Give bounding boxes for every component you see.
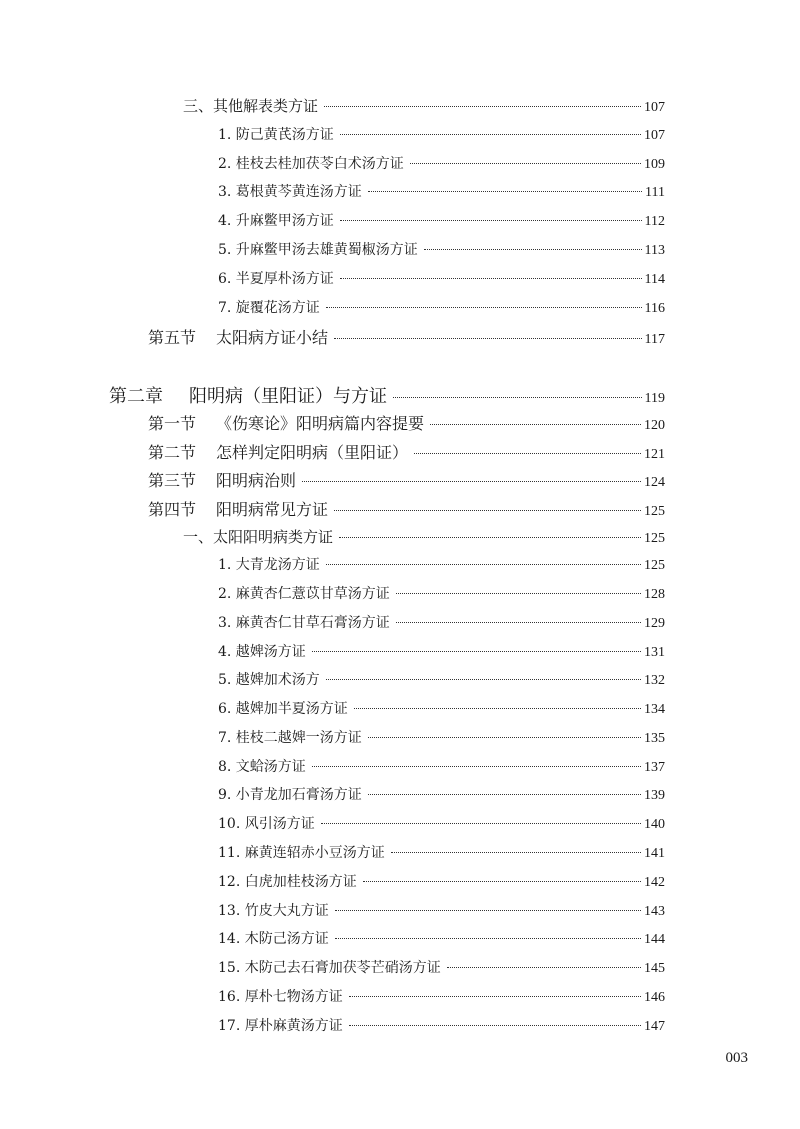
dot-leader: [335, 938, 641, 939]
toc-entry-number: 第一节: [148, 414, 197, 433]
dot-leader: [368, 794, 641, 795]
toc-entry-label: 5. 升麻鳖甲汤去雄黄蜀椒汤方证: [218, 242, 418, 258]
dot-leader: [326, 307, 642, 308]
toc-entry-page: 140: [644, 817, 665, 832]
toc-entry-title: 怎样判定阳明病（里阳证）: [216, 443, 409, 462]
dot-leader: [312, 766, 641, 767]
toc-entry-item: [218, 727, 665, 747]
toc-entry-page: 137: [644, 760, 665, 775]
toc-entry-page: 107: [644, 128, 665, 143]
dot-leader: [334, 510, 641, 511]
toc-entry-page: 146: [644, 990, 665, 1005]
toc-entry-item: [218, 583, 665, 603]
toc-entry-page: 119: [644, 391, 665, 406]
toc-entry-label: 3. 葛根黄芩黄连汤方证: [218, 184, 362, 200]
toc-entry-label: 3. 麻黄杏仁甘草石膏汤方证: [218, 615, 390, 631]
dot-leader: [321, 823, 641, 824]
toc-entry-chapter: [109, 382, 665, 408]
toc-entry-label: 1. 防己黄芪汤方证: [218, 127, 334, 143]
toc-entry-page: 111: [645, 185, 665, 200]
toc-entry-section: [148, 440, 665, 463]
dot-leader: [368, 191, 642, 192]
toc-entry-label: [109, 382, 387, 408]
toc-entry-page: 114: [644, 272, 665, 287]
toc-entry-title: 阳明病常见方证: [216, 500, 329, 519]
toc-entry-sub: [183, 526, 665, 547]
toc-entry-item: [218, 842, 665, 862]
dot-leader: [410, 163, 641, 164]
toc-entry-label: 10. 风引汤方证: [218, 816, 315, 832]
toc-entry-item: [218, 641, 665, 661]
toc-entry-label: 2. 桂枝去桂加茯苓白术汤方证: [218, 156, 404, 172]
toc-entry-page: 117: [644, 332, 665, 347]
toc-entry-page: 125: [644, 531, 665, 546]
dot-leader: [368, 737, 641, 738]
toc-entry-page: 141: [644, 846, 665, 861]
toc-entry-page: 113: [644, 243, 665, 258]
toc-entry-page: 121: [644, 447, 665, 462]
dot-leader: [340, 134, 641, 135]
toc-entry-label: [148, 497, 328, 520]
toc-entry-label: 7. 旋覆花汤方证: [218, 300, 320, 316]
toc-entry-page: 107: [644, 100, 665, 115]
dot-leader: [354, 708, 641, 709]
toc-entry-item: [218, 871, 665, 891]
toc-entry-item: [218, 181, 665, 201]
toc-entry-page: 144: [644, 932, 665, 947]
dot-leader: [396, 593, 641, 594]
dot-leader: [447, 967, 641, 968]
toc-entry-page: 139: [644, 788, 665, 803]
toc-entry-label: 17. 厚朴麻黄汤方证: [218, 1018, 343, 1034]
toc-entry-item: [218, 554, 665, 574]
dot-leader: [340, 278, 642, 279]
toc-entry-item: [218, 900, 665, 920]
toc-entry-label: 12. 白虎加桂枝汤方证: [218, 874, 357, 890]
toc-entry-page: 131: [644, 645, 665, 660]
toc-entry-page: 142: [644, 875, 665, 890]
toc-entry-label: 7. 桂枝二越婢一汤方证: [218, 730, 362, 746]
toc-entry-item: [218, 928, 665, 948]
toc-entry-label: 一、太阳阳明病类方证: [183, 528, 334, 546]
toc-entry-page: 125: [644, 504, 665, 519]
toc-entry-label: 5. 越婢加术汤方: [218, 672, 320, 688]
toc-entry-label: [148, 440, 408, 463]
dot-leader: [424, 249, 642, 250]
dot-leader: [391, 852, 641, 853]
dot-leader: [324, 106, 641, 107]
toc-entry-item: [218, 698, 665, 718]
dot-leader: [349, 1025, 641, 1026]
toc-entry-page: 134: [644, 702, 665, 717]
toc-entry-title: 太阳病方证小结: [216, 328, 329, 347]
toc-entry-number: 第三节: [148, 471, 197, 490]
toc-entry-label: 11. 麻黄连轺赤小豆汤方证: [218, 845, 385, 861]
toc-entry-page: 143: [644, 904, 665, 919]
dot-leader: [302, 481, 641, 482]
toc-entry-label: 三、其他解表类方证: [183, 97, 319, 115]
dot-leader: [414, 453, 641, 454]
toc-entry-label: 1. 大青龙汤方证: [218, 557, 320, 573]
toc-entry-page: 109: [644, 157, 665, 172]
toc-entry-item: [218, 957, 665, 977]
toc-entry-item: [218, 756, 665, 776]
toc-entry-section: [148, 497, 665, 520]
toc-entry-label: 6. 越婢加半夏汤方证: [218, 701, 348, 717]
dot-leader: [340, 220, 642, 221]
toc-entry-item: [218, 297, 665, 317]
toc-entry-page: 135: [644, 731, 665, 746]
dot-leader: [312, 651, 641, 652]
dot-leader: [326, 564, 641, 565]
toc-entry-item: [218, 1015, 665, 1035]
toc-entry-number: 第二章: [109, 386, 163, 407]
toc-entry-page: 129: [644, 616, 665, 631]
toc-entry-title: 阳明病治则: [216, 471, 297, 490]
toc-entry-item: [218, 784, 665, 804]
toc-entry-page: 124: [644, 475, 665, 490]
page-number: 003: [725, 1050, 748, 1066]
toc-entry-page: 132: [644, 673, 665, 688]
dot-leader: [339, 537, 641, 538]
dot-leader: [393, 397, 642, 398]
toc-entry-label: 16. 厚朴七物汤方证: [218, 989, 343, 1005]
toc-entry-section: [148, 325, 665, 348]
toc-entry-item: [218, 669, 665, 689]
dot-leader: [349, 996, 641, 997]
toc-entry-page: 125: [644, 558, 665, 573]
toc-entry-label: 13. 竹皮大丸方证: [218, 903, 329, 919]
dot-leader: [334, 338, 641, 339]
toc-entry-title: 阳明病（里阳证）与方证: [189, 386, 387, 407]
toc-entry-page: 147: [644, 1019, 665, 1034]
toc-entry-label: 9. 小青龙加石膏汤方证: [218, 787, 362, 803]
toc-entry-label: 6. 半夏厚朴汤方证: [218, 271, 334, 287]
toc-entry-label: 14. 木防己汤方证: [218, 931, 329, 947]
toc-entry-label: [148, 325, 328, 348]
dot-leader: [363, 881, 641, 882]
toc-entry-item: [218, 612, 665, 632]
toc-entry-label: 4. 越婢汤方证: [218, 644, 306, 660]
toc-entry-label: 2. 麻黄杏仁薏苡甘草汤方证: [218, 586, 390, 602]
toc-entry-page: 116: [644, 301, 665, 316]
toc-entry-sub: [183, 95, 665, 116]
toc-entry-number: 第四节: [148, 500, 197, 519]
toc-entry-label: 8. 文蛤汤方证: [218, 759, 306, 775]
toc-entry-label: 15. 木防己去石膏加茯苓芒硝汤方证: [218, 960, 441, 976]
toc-entry-item: [218, 153, 665, 173]
toc-entry-label: 4. 升麻鳖甲汤方证: [218, 213, 334, 229]
toc-entry-page: 112: [644, 214, 665, 229]
toc-entry-section: [148, 468, 665, 491]
toc-entry-item: [218, 813, 665, 833]
dot-leader: [396, 622, 641, 623]
toc-entry-section: [148, 411, 665, 434]
toc-entry-number: 第二节: [148, 443, 197, 462]
toc-entry-item: [218, 268, 665, 288]
toc-entry-label: [148, 468, 296, 491]
toc-entry-page: 128: [644, 587, 665, 602]
toc-entry-page: 120: [644, 418, 665, 433]
toc-entry-label: [148, 411, 424, 434]
toc-entry-number: 第五节: [148, 328, 197, 347]
dot-leader: [430, 424, 641, 425]
toc-entry-item: [218, 239, 665, 259]
dot-leader: [326, 679, 641, 680]
toc-entry-item: [218, 124, 665, 144]
dot-leader: [335, 910, 641, 911]
toc-entry-item: [218, 986, 665, 1006]
toc-entry-item: [218, 210, 665, 230]
toc-entry-title: 《伤寒论》阳明病篇内容提要: [216, 414, 425, 433]
toc-entry-page: 145: [644, 961, 665, 976]
